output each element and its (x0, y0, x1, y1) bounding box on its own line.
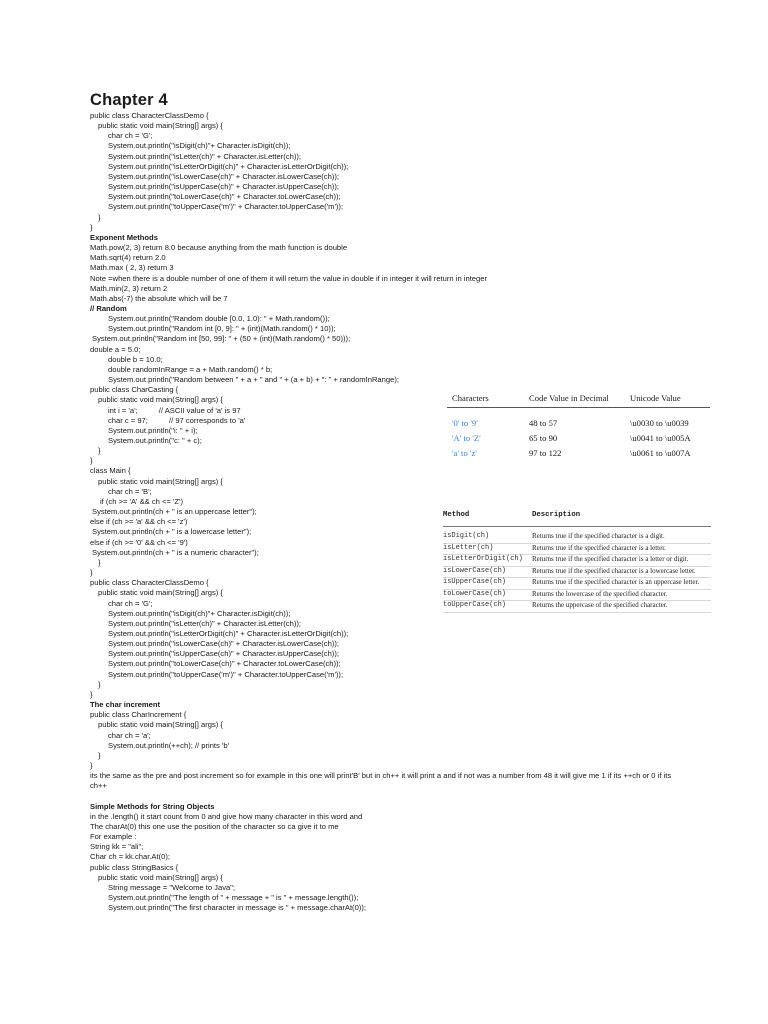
method-description: Returns true if the specified character is a letter or digit. (532, 555, 689, 563)
table-cell: \u0030 to \u0039 (630, 418, 689, 428)
text-line: System.out.println("isLetterOrDigit(ch)" + Character.isLetterOrDigit(ch)); (108, 161, 349, 171)
text-line: public static void main(String[] args) { (98, 588, 223, 598)
text-line: Note =when there is a double number of one of them it will return the value in double if in integer it will return in integer (90, 273, 487, 283)
text-line: double b = 10.0; (108, 354, 163, 364)
text-line: System.out.println("i: " + i); (108, 425, 198, 435)
text-line: System.out.println("isDigit(ch)"+ Character.isDigit(ch)); (108, 608, 291, 618)
text-line: public class CharacterClassDemo { (90, 111, 209, 120)
method-name: toLowerCase(ch) (443, 589, 507, 598)
text-line: public class StringBasics { (90, 862, 179, 872)
character-methods-table (443, 508, 711, 616)
text-line: Math.max ( 2, 3) return 3 (90, 263, 174, 273)
table-cell: 'a' to 'z' (452, 448, 477, 458)
table-cell: 48 to 57 (529, 418, 558, 428)
table-header (447, 389, 710, 408)
text-line: ch++ (90, 781, 107, 791)
method-name: isLowerCase(ch) (443, 566, 507, 575)
method-name: isDigit(ch) (443, 532, 490, 540)
text-line: double a = 5.0; (90, 344, 141, 354)
method-name: toUpperCase(ch) (443, 601, 507, 609)
table-cell: 97 to 122 (529, 448, 562, 458)
text-line: else if (ch >= '0' && ch <= '9') (90, 537, 188, 547)
page-title: Chapter 4 (90, 91, 168, 109)
section-heading: Simple Methods for String Objects (90, 801, 215, 811)
table-row (443, 600, 711, 613)
text-line (90, 791, 510, 801)
text-line: String message = "Welcome to Java"; (108, 882, 236, 892)
method-description: Returns true if the specified character is a letter. (532, 543, 666, 552)
table-cell: \u0061 to \u007A (630, 448, 691, 458)
section-heading: // Random (90, 303, 127, 313)
text-line: } (90, 761, 93, 770)
text-line: public static void main(String[] args) { (98, 395, 223, 405)
column-header: Description (532, 511, 581, 519)
text-line: System.out.println("toLowerCase(ch)" + Character.toLowerCase(ch)); (108, 659, 341, 669)
text-line: public class CharIncrement { (90, 710, 187, 720)
text-line: } (98, 446, 101, 456)
method-description: Returns true if the specified character is a digit. (532, 532, 665, 540)
text-line: } (98, 557, 101, 567)
table-row (447, 416, 710, 431)
text-line: public static void main(String[] args) { (98, 121, 223, 131)
text-line: System.out.println("Random between " + a + " and " + (a + b) + ": " + randomInRange); (108, 375, 399, 385)
text-line: class Main { (90, 466, 131, 476)
text-line: System.out.println("isUpperCase(ch)" + Character.isUpperCase(ch)); (108, 649, 339, 659)
column-header: Method (443, 511, 470, 519)
text-line: } (98, 750, 101, 760)
text-line: System.out.println("isDigit(ch)"+ Character.isDigit(ch)); (108, 141, 291, 151)
section-heading: The char increment (90, 700, 161, 710)
text-line: char ch = 'G'; (108, 598, 153, 608)
character-code-table (447, 389, 710, 469)
text-line: System.out.println("isLetter(ch)" + Character.isLetter(ch)); (108, 618, 301, 628)
text-line: public static void main(String[] args) { (98, 476, 223, 486)
method-name: isLetterOrDigit(ch) (443, 555, 523, 563)
table-cell: \u0041 to \u005A (630, 433, 691, 443)
method-description: Returns the lowercase of the specified character. (532, 589, 668, 598)
text-line: } (90, 689, 93, 699)
text-line: System.out.println("isLowerCase(ch)" + Character.isLowerCase(ch)); (108, 171, 339, 181)
text-line: int i = 'a'; // ASCII value of 'a' is 97 (108, 405, 241, 415)
text-line: if (ch >= 'A' && ch <= 'Z') (100, 496, 184, 506)
table-cell: 65 to 90 (529, 433, 558, 443)
text-line: String kk = "ali"; (90, 842, 144, 852)
text-line: in the .length() it start count from 0 and give how many character in this word and (90, 811, 363, 821)
text-line: For example : (90, 832, 137, 842)
method-description: Returns true if the specified character is a lowercase letter. (532, 566, 696, 575)
text-line: System.out.println(ch + " is a numeric character"); (92, 547, 259, 557)
text-line: System.out.println("The first character in message is " + message.charAt(0)); (108, 903, 366, 913)
text-line: System.out.println("isLetterOrDigit(ch)" + Character.isLetterOrDigit(ch)); (108, 628, 349, 638)
text-line: } (90, 456, 93, 466)
column-header: Code Value in Decimal (529, 393, 609, 403)
text-line: Math.min(2, 3) return 2 (90, 283, 168, 293)
table-header (443, 508, 711, 527)
text-line: System.out.println("isUpperCase(ch)" + Character.isUpperCase(ch)); (108, 182, 339, 192)
text-line: its the same as the pre and post increment so for example in this one will print'B' but in ch++ it will print a and if not was a number from 48 it will give me 1 if its ++ch or 0 if its (90, 771, 672, 781)
text-line: else if (ch >= 'a' && ch <= 'z') (90, 517, 188, 527)
text-line: public static void main(String[] args) { (98, 720, 223, 730)
table-row (447, 446, 710, 461)
method-description: Returns true if the specified character is an uppercase letter. (532, 578, 700, 586)
text-line: System.out.println(ch + " is a lowercase letter"); (92, 527, 252, 537)
text-line: char ch = 'a'; (108, 730, 151, 740)
method-name: isLetter(ch) (443, 543, 494, 552)
text-line: char c = 97; // 97 corresponds to 'a' (108, 415, 246, 425)
column-header: Unicode Value (630, 393, 681, 403)
text-line: System.out.println("c: " + c); (108, 436, 202, 445)
section-heading: Exponent Methods (90, 232, 158, 242)
text-line: Char ch = kk.char.At(0); (90, 852, 170, 862)
text-line: The charAt(0) this one use the position of the character so ca give it to me (90, 821, 339, 831)
text-line: public static void main(String[] args) { (98, 872, 223, 882)
text-line: System.out.println("Random int [0, 9]: " + (int)(Math.random() * 10)); (108, 324, 336, 334)
table-cell: 'A' to 'Z' (452, 433, 481, 443)
table-row (447, 431, 710, 446)
text-line: System.out.println(ch + " is an uppercase letter"); (92, 507, 257, 517)
method-name: isUpperCase(ch) (443, 578, 507, 586)
text-line: System.out.println("The length of " + message + " is " + message.length()); (108, 893, 359, 903)
text-line: System.out.println("Random double [0.0, 1.0): " + Math.random()); (108, 314, 330, 324)
text-line: System.out.println("isLowerCase(ch)" + Character.isLowerCase(ch)); (108, 639, 339, 649)
text-line: double randomInRange = a + Math.random() * b; (108, 364, 273, 374)
text-line: } (90, 568, 93, 578)
text-line: public class CharacterClassDemo { (90, 578, 209, 588)
text-line: Math.abs(-7) the absolute which will be 7 (90, 293, 228, 303)
text-line: } (98, 679, 101, 689)
column-header: Characters (452, 393, 489, 403)
text-line: System.out.println("toUpperCase('m')" + Character.toUpperCase('m')); (108, 202, 344, 212)
table-cell: '0' to '9' (452, 418, 478, 428)
text-line: public class CharCasting { (90, 385, 179, 395)
text-line: System.out.println("isLetter(ch)" + Character.isLetter(ch)); (108, 151, 301, 161)
text-line: Math.pow(2, 3) return 8.0 because anything from the math function is double (90, 243, 348, 253)
text-line: System.out.println("Random int [50, 99]: " + (50 + (int)(Math.random() * 50))); (92, 334, 351, 344)
text-line: Math.sqrt(4) return 2.0 (90, 253, 166, 263)
text-line: char ch = 'B'; (108, 486, 152, 496)
text-line: char ch = 'G'; (108, 131, 153, 141)
text-line: System.out.println(++ch); // prints 'b' (108, 740, 230, 750)
text-line: } (90, 222, 93, 232)
text-line: System.out.println("toLowerCase(ch)" + Character.toLowerCase(ch)); (108, 192, 341, 202)
method-description: Returns the uppercase of the specified character. (532, 601, 668, 609)
text-line: System.out.println("toUpperCase('m')" + Character.toUpperCase('m')); (108, 669, 344, 679)
text-line: } (98, 212, 101, 222)
